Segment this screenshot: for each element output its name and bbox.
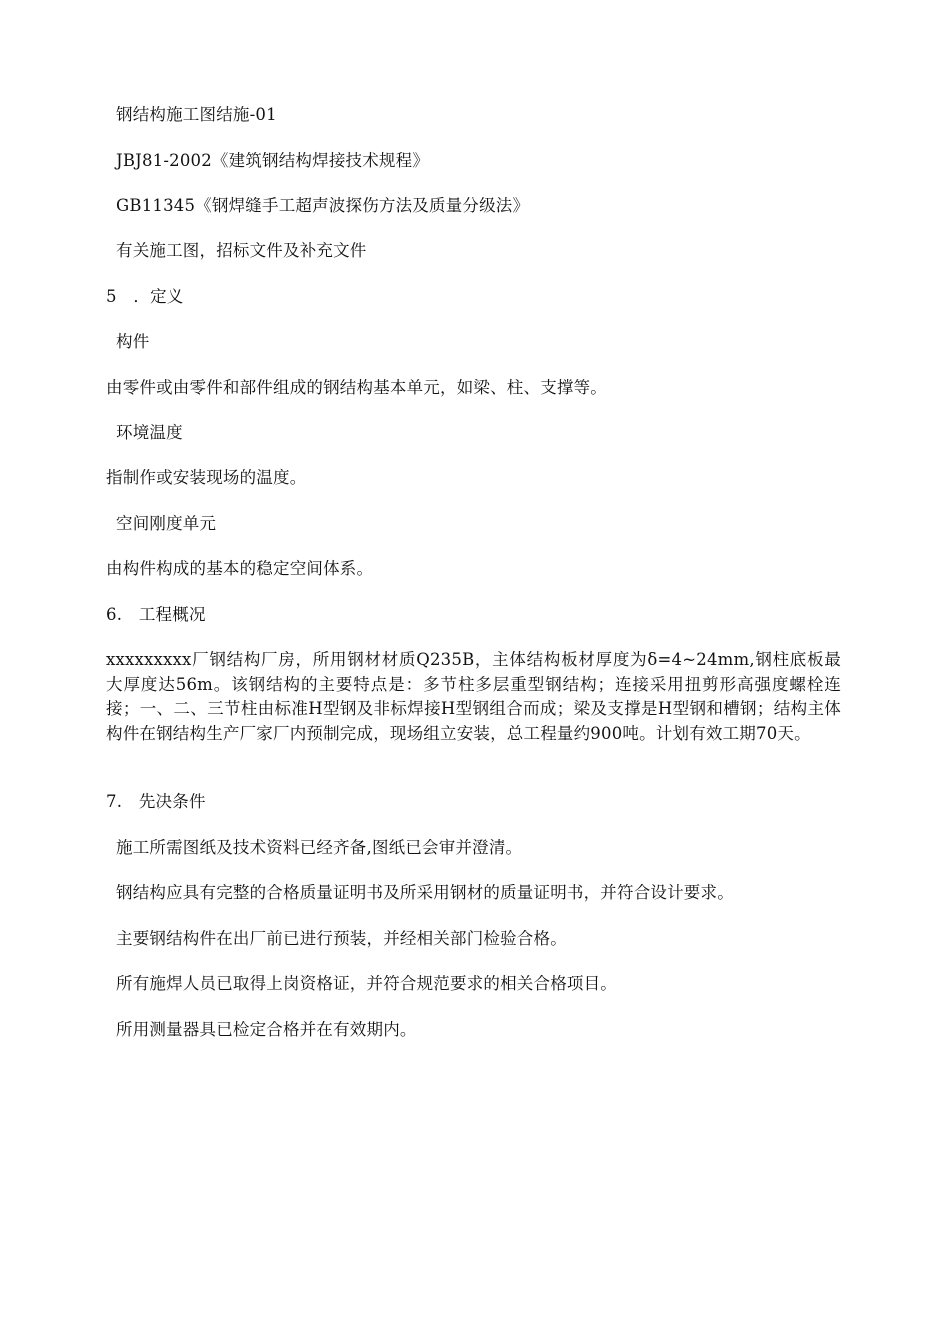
definition-text: 指制作或安装现场的温度。: [106, 468, 307, 487]
prerequisite-item: 所用测量器具已检定合格并在有效期内。: [116, 1020, 417, 1039]
reference-item: 钢结构施工图结施-01: [116, 105, 277, 124]
reference-item: 有关施工图，招标文件及补充文件: [116, 241, 367, 260]
definition-text: 由零件或由零件和部件组成的钢结构基本单元，如梁、柱、支撑等。: [106, 378, 607, 397]
prerequisite-item: 所有施焊人员已取得上岗资格证，并符合规范要求的相关合格项目。: [116, 974, 617, 993]
definition-term: 空间刚度单元: [116, 514, 217, 533]
definition-term: 环境温度: [116, 423, 183, 442]
prerequisite-item: 主要钢结构件在出厂前已进行预装，并经相关部门检验合格。: [116, 929, 567, 948]
reference-item: GB11345《钢焊缝手工超声波探伤方法及质量分级法》: [116, 196, 530, 215]
prerequisite-item: 钢结构应具有完整的合格质量证明书及所采用钢材的质量证明书，并符合设计要求。: [116, 883, 734, 902]
reference-item: JBJ81-2002《建筑钢结构焊接技术规程》: [116, 151, 430, 170]
definition-text: 由构件构成的基本的稳定空间体系。: [106, 559, 374, 578]
prerequisite-item: 施工所需图纸及技术资料已经齐备,图纸已会审并澄清。: [116, 838, 523, 857]
definition-term: 构件: [116, 332, 150, 351]
section-heading-prerequisites: 7. 先决条件: [106, 792, 206, 811]
section-heading-definitions: 5 ．定义: [106, 287, 184, 306]
overview-paragraph: xxxxxxxxx厂钢结构厂房，所用钢材材质Q235B，主体结构板材厚度为δ=4~24mm,钢柱底板最大厚度达56m。该钢结构的主要特点是：多节柱多层重型钢结构；连接采用扭剪形高强度螺栓连接；一、二、三节柱由标准H型钢及非标焊接H型钢组合而成；梁及支撑是H型钢和槽钢；结构主体构件在钢结构生产厂家厂内预制完成，现场组立安装，总工程量约900吨。计划有效工期70天。: [106, 650, 841, 743]
section-heading-overview: 6. 工程概况: [106, 605, 206, 624]
